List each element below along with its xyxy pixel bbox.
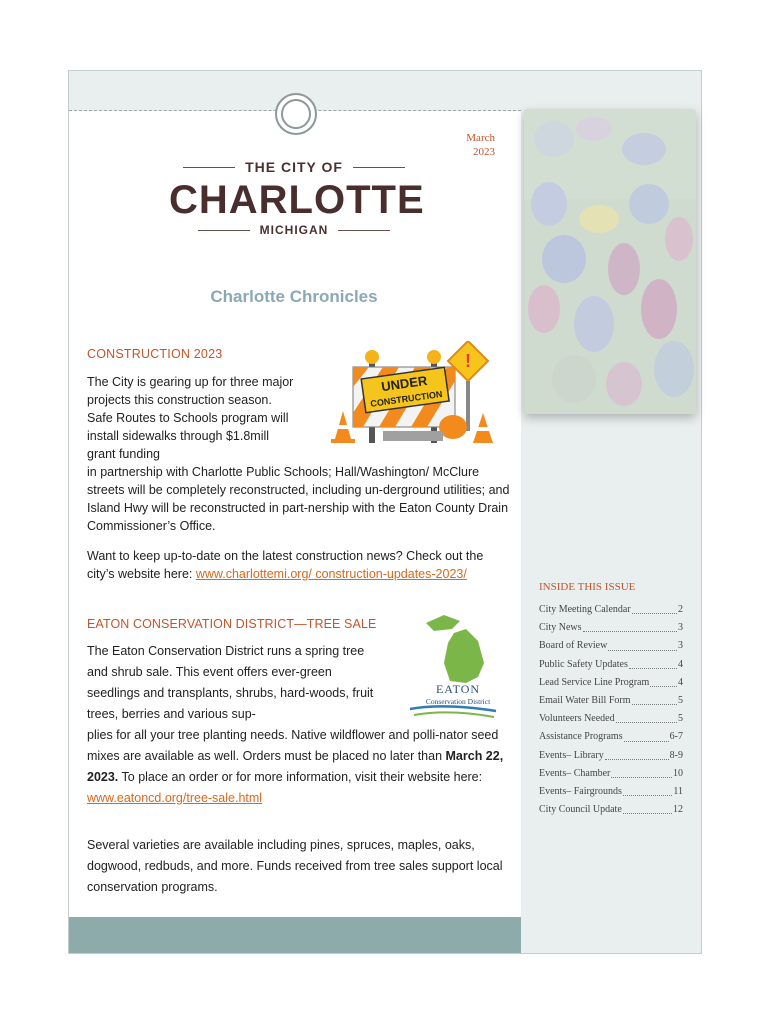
toc-leader-dots [632, 692, 678, 705]
toc-item [539, 674, 683, 692]
toc-item [539, 692, 683, 710]
toc-item-title: Board of Review [539, 640, 608, 652]
eaton-tree-sale-link[interactable]: www.eatoncd.org/tree-sale.html [87, 791, 263, 805]
under-construction-sign-icon [323, 341, 509, 453]
toc-item-page: 11 [673, 785, 683, 797]
toc-item-page: 4 [678, 676, 683, 688]
toc-item-page: 2 [678, 604, 683, 615]
toc-item-title: Events– Fairgrounds [539, 785, 622, 797]
toc-item-title: Volunteers Needed [539, 713, 615, 725]
sign-text-construction: CONSTRUCTION [369, 388, 443, 409]
toc-leader-dots [623, 783, 672, 796]
toc-item-page: 6-7 [669, 731, 683, 743]
toc-item-page: 5 [678, 694, 683, 706]
toc-item-page: 8-9 [669, 749, 683, 761]
toc-item [539, 637, 683, 655]
toc-item-title: Lead Service Line Program [539, 676, 650, 688]
eaton-paragraph-3: Several varieties are available including pines, spruces, maples, oaks, dogwood, redbuds, and more. Funds received from tree sales support local conservation programs. [87, 838, 503, 894]
eaton-logo-name: EATON [435, 682, 481, 696]
newsletter-title: Charlotte Chronicles [210, 287, 378, 306]
toc-item-page: 3 [678, 622, 683, 634]
toc-item [539, 783, 683, 801]
toc-leader-dots [623, 801, 672, 814]
eaton-heading: EATON CONSERVATION DISTRICT—TREE SALE [87, 617, 377, 631]
construction-heading: CONSTRUCTION 2023 [87, 347, 223, 361]
toc-leader-dots [605, 747, 669, 760]
city-logo [169, 159, 425, 237]
toc-leader-dots [650, 674, 677, 687]
toc-item-title: Assistance Programs [539, 731, 623, 743]
logo-main-text: CHARLOTTE [169, 178, 425, 222]
eaton-paragraph-1: The Eaton Conservation District runs a spring tree and shrub sale. This event offers ever-green seedlings and transplants, shrubs, hard-woods, fruit trees, berries and various sup- [87, 644, 374, 721]
toc-item [539, 801, 683, 819]
toc-item [539, 601, 683, 619]
toc-leader-dots [632, 601, 677, 614]
toc-item [539, 728, 683, 746]
eaton-paragraph-2 [87, 725, 512, 809]
toc-leader-dots [611, 765, 672, 778]
toc-item-page: 5 [678, 713, 683, 725]
construction-news-paragraph [87, 547, 497, 583]
eaton-conservation-logo [404, 611, 502, 721]
toc-item-page: 10 [673, 767, 683, 779]
toc-item-title: Public Safety Updates [539, 658, 628, 670]
bottom-band [69, 917, 521, 953]
top-band [69, 71, 701, 111]
sign-text-under: UNDER [380, 372, 429, 395]
issue-date [453, 131, 495, 159]
construction-paragraph-2: in partnership with Charlotte Public Schools; Hall/Washington/ McClure streets will be completely reconstructed, including un-derground utilities; and Island Hwy will be reconstructed in part-nership with the Eaton County Drain Commissioner’s Office. [87, 465, 510, 533]
eaton-text-a: plies for all your tree planting needs. Native wildflower and polli-nator seed mixes are available as well. Orders must be placed no later than [87, 728, 499, 763]
toc-item-page: 12 [673, 804, 683, 816]
ring-ornament-icon [275, 93, 317, 135]
svg-text:!: ! [465, 351, 471, 371]
newsletter-page [68, 70, 702, 954]
toc-item [539, 765, 683, 783]
toc-item-page: 3 [678, 640, 683, 652]
toc-item [539, 656, 683, 674]
construction-paragraph-1: The City is gearing up for three major projects this construction season. Safe Routes to Schools program will install sidewalks through $1.8mill grant funding [87, 375, 294, 461]
table-of-contents [539, 601, 683, 819]
toc-item-title: City Meeting Calendar [539, 604, 631, 615]
eaton-text-b: To place an order or for more information, visit their website here: [118, 770, 483, 784]
toc-item [539, 710, 683, 728]
toc-item-page: 4 [678, 658, 683, 670]
toc-leader-dots [608, 637, 677, 650]
order-deadline: March 22, 2023. [87, 749, 504, 784]
toc-item-title: Events– Library [539, 749, 604, 761]
toc-leader-dots [624, 728, 669, 741]
eaton-logo-subtitle: Conservation District [425, 697, 491, 706]
toc-item-title: City News [539, 622, 582, 634]
logo-bottom-text: MICHIGAN [259, 223, 329, 237]
inside-issue-heading: INSIDE THIS ISSUE [539, 581, 636, 593]
toc-item [539, 619, 683, 637]
flower-garden-photo [524, 109, 696, 414]
toc-leader-dots [629, 656, 677, 669]
toc-leader-dots [583, 619, 678, 632]
date-month: March [466, 132, 495, 144]
toc-item-title: Events– Chamber [539, 767, 611, 779]
toc-leader-dots [616, 710, 677, 723]
toc-item-title: Email Water Bill Form [539, 694, 631, 706]
toc-item-title: City Council Update [539, 804, 622, 816]
news-intro-text: Want to keep up-to-date on the latest construction news? Check out the city’s website here: [87, 549, 484, 581]
toc-item [539, 747, 683, 765]
construction-updates-link[interactable]: www.charlottemi.org/ construction-updates-2023/ [195, 567, 467, 581]
date-year: 2023 [473, 146, 495, 158]
logo-top-text: THE CITY OF [245, 159, 343, 175]
